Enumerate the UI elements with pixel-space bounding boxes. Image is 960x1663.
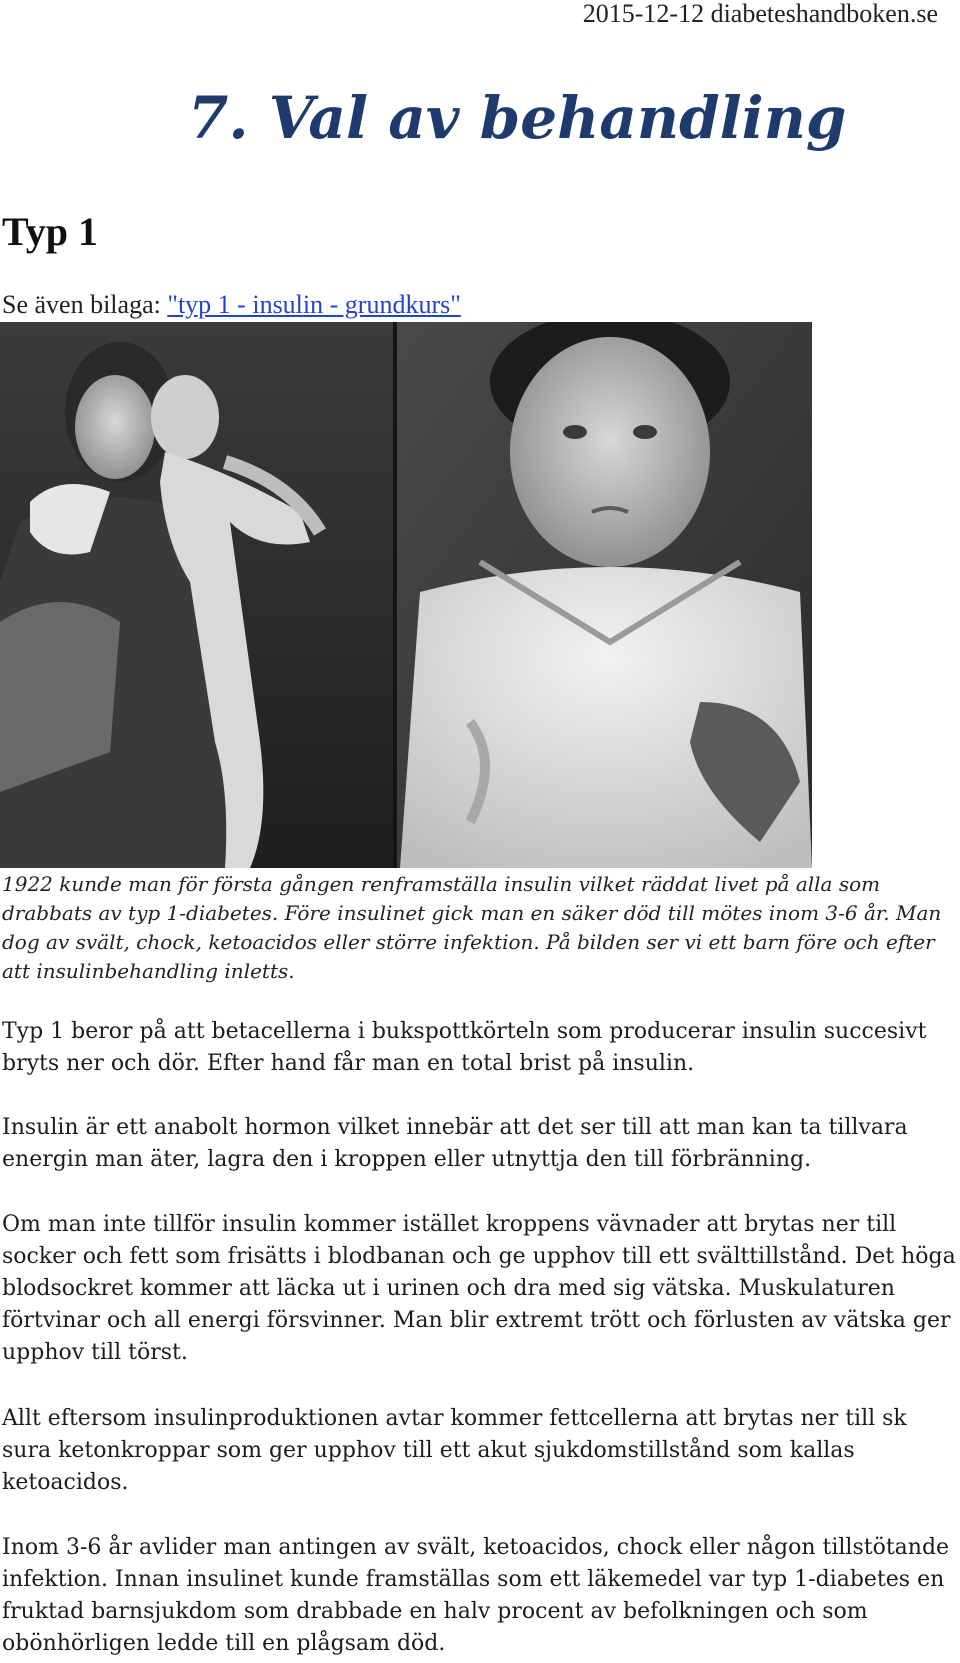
body-paragraph: Typ 1 beror på att betacellerna i bukspottkörteln som producerar insulin succesivt bryts ner och dör. Efter hand får man en total brist på insulin. — [2, 1019, 927, 1076]
see-also-prefix: Se även bilaga: — [2, 290, 168, 319]
body-paragraph: Allt eftersom insulinproduktionen avtar kommer fettcellerna att brytas ner till sk sura ketonkroppar som ger upphov till ett akut sjukdomstillstånd som kallas ketoacidos. — [2, 1406, 907, 1495]
see-also-line — [2, 290, 461, 320]
body-paragraph: Insulin är ett anabolt hormon vilket innebär att det ser till att man kan ta tillvara energin man äter, lagra den i kroppen eller utnyttja den till förbränning. — [2, 1115, 908, 1172]
photo-historical-insulin-icon — [0, 322, 812, 868]
section-heading: Typ 1 — [2, 209, 98, 254]
appendix-link[interactable]: "typ 1 - insulin - grundkurs" — [167, 290, 461, 319]
historical-photo — [0, 322, 812, 868]
photo-caption: 1922 kunde man för första gången renframställa insulin vilket räddat livet på alla som drabbats av typ 1-diabetes. Före insulinet gick man en säker död till mötes inom 3-6 år. Man dog av svält, chock, ketoacidos eller större infektion. På bilden ser vi ett barn före och efter att insulinbehandling inletts. — [2, 872, 942, 983]
page-header-meta: 2015-12-12 diabeteshandboken.se — [582, 0, 938, 28]
page-title: 7. Val av behandling — [188, 84, 847, 152]
body-paragraph: Om man inte tillför insulin kommer istället kroppens vävnader att brytas ner till socker och fett som frisätts i blodbanan och ge upphov till ett svälttillstånd. Det höga blodsockret kommer att läcka ut i urinen och dra med sig vätska. Muskulaturen förtvinar och all energi försvinner. Man blir extremt trött och förlusten av vätska ger upphov till törst. — [2, 1212, 956, 1365]
body-paragraph: Inom 3-6 år avlider man antingen av svält, ketoacidos, chock eller någon tillstötande infektion. Innan insulinet kunde framställas som ett läkemedel var typ 1-diabetes en fruktad barnsjukdom som drabbade en halv procent av befolkningen och som obönhörligen ledde till en plågsam död. — [2, 1535, 950, 1656]
